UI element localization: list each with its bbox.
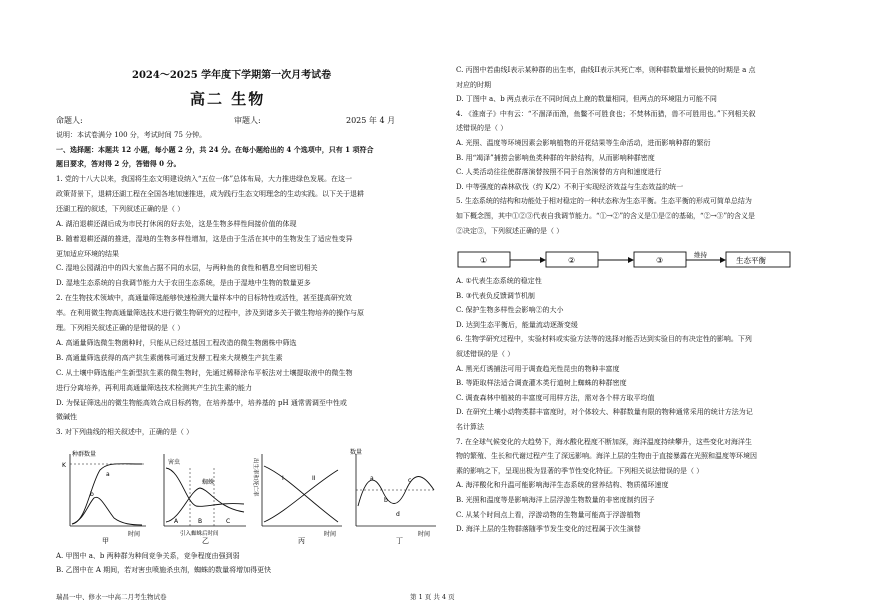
right-text-line: 素的影响之下，呈现出极为显著的季节性变化特征。下列相关说法错误的是（ ）: [456, 466, 704, 475]
concept-box-3: ③: [656, 256, 664, 265]
jia-ylabel: 种群数量: [72, 451, 97, 458]
q3-option-a: A. 甲图中 a、b 两种群为种间竞争关系，竞争程度由强到弱: [56, 552, 240, 560]
yi-pest: 害虫: [168, 459, 181, 466]
bing-y: 出生率和死亡率: [252, 458, 258, 497]
right-text-line: A. 黑光灯诱捕法可用于调查趋光性昆虫的物种丰富度: [456, 364, 620, 373]
graph-bing: [252, 454, 342, 544]
bing-i: I: [282, 475, 284, 482]
right-text-line: 如下概念图，其中①②③代表自我调节能力。“①→②”的含义是①是②的基础，“②→③”的含义是: [456, 212, 756, 220]
ding-y: 数量: [350, 449, 363, 456]
footer-page: 第 1 页 共 4 页: [410, 593, 455, 601]
right-text-line: C. 保护生物多样性会影响②的大小: [456, 306, 564, 315]
q3-figure: [56, 446, 440, 544]
left-text-line: A. 湖泊退耕还湖后成为市民打休闲的好去处，这是生物多样性间接价值的体现: [56, 219, 297, 228]
right-text-line: A. 光照、温度等环境因素会影响植物的开花结果等生命活动，进而影响种群的繁衍: [456, 139, 711, 147]
ding-x: 时间: [418, 531, 431, 538]
exam-date: 2025 年 4 月: [346, 116, 396, 125]
right-text-line: 6. 生物学研究过程中，实验材料或实验方法等的选择对能否达到实验目的有决定性的影响。下列: [456, 335, 752, 344]
left-text-line: 3. 对下列曲线的相关叙述中，正确的是（ ）: [56, 428, 194, 437]
right-text-line: 4. 《淮南子》中有云：“不涸泽而渔，鱼鳖不可胜食也；不焚林而猎，兽不可胜用也。”下列相关叙: [456, 109, 756, 118]
exam-title: 2024～2025 学年度下学期第一次月考试卷: [132, 70, 332, 81]
right-text-line: 物的繁殖、生长和代谢过程产生了深远影响。海洋上层的生物由于直接暴露在光照和温度等环境因: [456, 452, 757, 461]
subject-title: 高二 生物: [190, 90, 266, 108]
left-text-line: 更加适应环境的结果: [56, 249, 119, 258]
left-text-line: D. 为保证筛选出的微生物能高效合成目标药物，在培养基中，培养基的 pH 通常需调至中性或: [56, 398, 347, 407]
concept-box-4: 生态平衡: [736, 256, 766, 265]
section-heading-2: 题目要求，答对得 2 分，答错得 0 分。: [56, 159, 181, 168]
concept-box-1: ①: [480, 256, 488, 265]
right-text-line: B. 光照和温度等是影响海洋上层浮游生物数量的非密度制约因子: [456, 496, 655, 504]
ding-d: d: [396, 511, 400, 518]
right-text-line: ②决定③，下列叙述正确的是（ ）: [456, 226, 564, 235]
left-text-line: 还湖工程的叙述，下列叙述正确的是（ ）: [56, 204, 185, 213]
left-text-line: D. 湿地生态系统的自我调节能力大于农田生态系统，是由于湿地中生物的数量更多: [56, 279, 311, 288]
left-text-line: B. 随着退耕还湖的推进，湿地的生物多样性增加，这是由于生活在其中的生物发生了适应性变异: [56, 234, 353, 243]
fig-label-yi: 乙: [202, 537, 209, 544]
right-text-line: C. 从某个时间点上看，浮游动物的生物量可能高于浮游植物: [456, 510, 641, 519]
ding-a: a: [370, 475, 374, 482]
right-text-line: D. 达到生态平衡后，能量流动逐渐变缓: [456, 320, 578, 329]
concept-box-2: ②: [568, 256, 576, 265]
right-text-line: A. 海洋酸化和升温可能影响海洋生态系统的营养结构、物质循环速度: [456, 481, 669, 490]
jia-a: a: [106, 471, 110, 478]
fig-label-bing: 丙: [298, 537, 305, 544]
ding-c: c: [408, 477, 412, 484]
exam-notice: 说明：本试卷满分 100 分，考试时间 75 分钟。: [56, 131, 207, 139]
left-text-line: A. 高通量筛选微生物菌种时，只能从已经过基因工程改造的微生物菌株中筛选: [56, 338, 297, 347]
reviewer-label: 审题人:: [234, 116, 261, 125]
yi-c: C: [226, 518, 231, 525]
bing-ii: II: [312, 475, 316, 482]
yi-a: A: [174, 518, 179, 525]
right-text-line: A. ①代表生态系统的稳定性: [456, 277, 542, 285]
left-text-line: 率。在利用微生物高通量筛选技术进行微生物研究的过程中，涉及到诸多关于微生物培养的操作与原: [56, 309, 364, 318]
graph-ding: [350, 448, 436, 544]
yi-spider: 蜘蛛: [202, 479, 215, 486]
bing-x: 时间: [324, 531, 337, 538]
left-text-line: 2. 在生物技术领域中，高通量筛选能够快速检测大量样本中的目标特性或活性，甚至提高研究效: [56, 294, 352, 303]
jia-x: 时间: [128, 531, 141, 538]
author-label: 命题人:: [56, 116, 83, 125]
jia-k: K: [62, 462, 66, 469]
jia-b: b: [90, 491, 94, 498]
concept-arrow-label: 维持: [694, 251, 707, 259]
graph-yi: [164, 454, 246, 544]
left-text-line: C. 从土壤中筛选能产生新型抗生素的微生物时，先通过稀释涂布平板法对土壤提取液中的微生物: [56, 368, 353, 377]
left-text-line: C. 湿地公园湖泊中的四大家鱼占据不同的水层，与两种鱼的食性和栖息空间密切相关: [56, 264, 318, 273]
footer-school: 瑞昌一中、修水一中高二月考生物试卷: [56, 593, 167, 601]
left-text-line: 进行分离培养，再利用高通量筛选技术检测其产生抗生素的能力: [56, 383, 252, 392]
right-text-line: 对应的时期: [456, 80, 491, 89]
fig-label-jia: 甲: [102, 537, 109, 544]
right-text-line: D. 海洋上层的生物群落随季节发生变化的过程属于次生演替: [456, 525, 641, 534]
q5-concept-map: [456, 250, 796, 270]
left-text-line: 微碱性: [56, 413, 77, 422]
right-text-line: B. ③代表负反馈调节机制: [456, 291, 535, 300]
section-heading-1: 一、选择题：本题共 12 小题，每小题 2 分，共 24 分。在每小题给出的 4 个选项中，只有 1 项符合: [56, 145, 374, 154]
right-text-line: C. 调查森林中植被的丰富度可用样方法，需对各个样方取平均值: [456, 393, 655, 402]
ding-b: b: [384, 497, 388, 504]
right-text-line: 名计算法: [456, 423, 484, 431]
left-text-line: 政策背景下，退耕还湖工程在全国各地加速推进，成为践行生态文明理念的生动实践。以下关于退耕: [56, 189, 364, 198]
right-text-line: 述错误的是（ ）: [456, 124, 508, 133]
right-text-line: C. 人类活动往往使群落演替按照不同于自然演替的方向和速度进行: [456, 168, 662, 177]
right-text-line: 5. 生态系统的结构和功能处于相对稳定的一种状态称为生态平衡。生态平衡的形成可简单总结为: [456, 197, 752, 206]
fig-label-ding: 丁: [396, 537, 403, 544]
right-text-line: D. 中等强度的森林砍伐（约 K/2）不利于实现经济效益与生态效益的统一: [456, 182, 684, 191]
right-text-line: B. 用“竭泽”捕捞会影响鱼类种群的年龄结构，从而影响种群密度: [456, 153, 655, 162]
right-text-line: 7. 在全球气候变化的大趋势下，海水酸化程度不断加深，海洋温度持续攀升，这些变化对海洋生: [456, 437, 752, 446]
yi-x: 引入蜘蛛后时间: [180, 531, 219, 537]
right-text-line: D. 在研究土壤小动物类群丰富度时，对个体较大、种群数量有限的物种通常采用的统计方法为记: [456, 408, 753, 417]
q3-option-b: B. 乙图中在 A 期间，若对害虫喷施杀虫剂，蜘蛛的数量将增加得更快: [56, 566, 272, 574]
right-text-line: C. 丙图中若曲线I表示某种群的出生率，曲线II表示其死亡率，则种群数量增长最快的时期是 a 点: [456, 66, 756, 74]
left-text-line: 1. 党的十八大以来，我国将生态文明建设纳入“五位一体”总体布局，大力推进绿色发展。在这一: [56, 175, 353, 183]
right-text-line: 叙述错误的是（ ）: [456, 350, 515, 358]
right-text-line: D. 丁图中 a、b 两点表示在不同时间点上鹿的数量相同，但两点的环境阻力可能不同: [456, 95, 717, 104]
yi-b: B: [198, 518, 203, 525]
left-text-line: B. 高通量筛选获得的高产抗生素菌株可通过发酵工程来大规模生产抗生素: [56, 353, 283, 362]
graph-jia: [62, 450, 146, 544]
left-text-line: 理。下列相关叙述正确的是错误的是（ ）: [56, 324, 185, 332]
right-text-line: B. 等距取样法适合调查灌木类行道树上蜘蛛的种群密度: [456, 379, 627, 388]
